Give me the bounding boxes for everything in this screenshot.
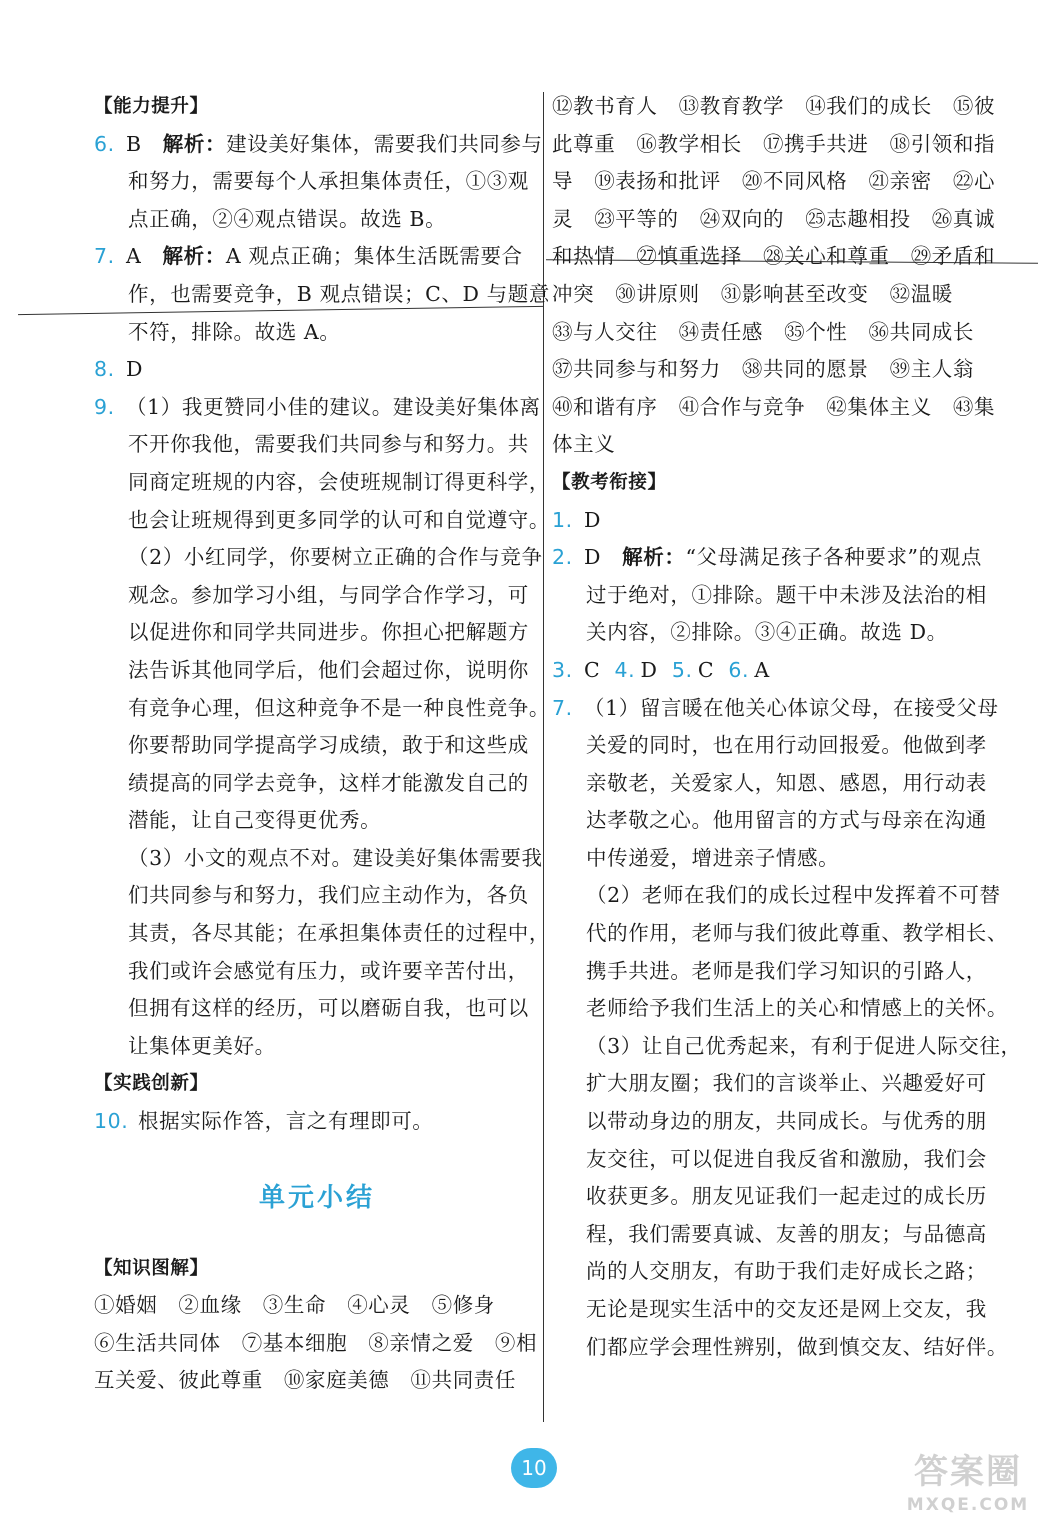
knowledge-line: 和热情 ㉗慎重选择 ㉘关心和尊重 ㉙矛盾和	[552, 244, 996, 269]
section-heading-exam: 【教考衔接】	[552, 471, 667, 493]
watermark-title: 答案圈	[914, 1452, 1022, 1492]
exam-answer-7-line: 们都应学会理性辨别，做到慎交友、结好伴。	[586, 1334, 1008, 1359]
exam-answer-2: 2. D 解析：“父母满足孩子各种要求”的观点	[552, 545, 982, 570]
answer-9-line: 以促进你和同学共同进步。你担心把解题方	[128, 620, 529, 645]
knowledge-line: 冲突 ㉚讲原则 ㉛影响甚至改变 ㉜温暖	[552, 281, 953, 306]
exam-answer-7-line: 收获更多。朋友见证我们一起走过的成长历	[586, 1184, 987, 1209]
knowledge-line: ⑫教书育人 ⑬教育教学 ⑭我们的成长 ⑮彼	[552, 94, 996, 118]
answer-9-line: （2）小红同学，你要树立正确的合作与竞争	[128, 545, 543, 570]
exam-answer-7-line: 携手共进。老师是我们学习知识的引路人，	[586, 958, 987, 983]
page-number-badge: 10	[511, 1448, 557, 1488]
answer-9-line: 但拥有这样的经历，可以磨砺自我，也可以	[128, 996, 529, 1021]
exam-answers-3-6: 3. C 4. D 5. C 6. A	[552, 657, 770, 682]
answer-7-line: 作，也需要竞争，B 观点错误；C、D 与题意	[128, 281, 550, 306]
answer-9-line: 有竞争心理，但这种竞争不是一种良性竞争。	[128, 695, 550, 720]
section-heading-knowledge: 【知识图解】	[94, 1257, 209, 1279]
knowledge-line: 灵 ㉓平等的 ㉔双向的 ㉕志趣相投 ㉖真诚	[552, 206, 996, 231]
exam-answer-7-line: 无论是现实生活中的交友还是网上交友，我	[586, 1297, 987, 1321]
answer-9-line: 绩提高的同学去竞争，这样才能激发自己的	[128, 770, 529, 795]
knowledge-line: 导 ⑲表扬和批评 ⑳不同风格 ㉑亲密 ㉒心	[552, 169, 996, 194]
exam-answer-7-line: 友交往，可以促进自我反省和激励，我们会	[586, 1146, 987, 1171]
exam-answer-7-line: 扩大朋友圈；我们的言谈举止、兴趣爱好可	[586, 1071, 987, 1096]
answer-9-line: 其责，各尽其能；在承担集体责任的过程中，	[128, 921, 550, 946]
answer-9-line: 法告诉其他同学后，他们会超过你，说明你	[128, 657, 529, 682]
exam-answer-2-line: 过于绝对，①排除。题干中未涉及法治的相	[586, 582, 987, 607]
answer-9-line: 观念。参加学习小组，与同学合作学习，可	[128, 582, 529, 607]
answer-9-line: 同商定班规的内容，会使班规制订得更科学，	[128, 469, 550, 494]
knowledge-line: 此尊重 ⑯教学相长 ⑰携手共进 ⑱引领和指	[552, 131, 996, 156]
answer-9-line: 也会让班规得到更多同学的认可和自觉遵守。	[128, 507, 550, 532]
exam-answer-7-line: 程，我们需要真诚、友善的朋友；与品德高	[586, 1221, 987, 1246]
exam-answer-7-line: 尚的人交朋友，有助于我们走好成长之路；	[586, 1259, 987, 1284]
exam-answer-7-line: 达孝敬之心。他用留言的方式与母亲在沟通	[586, 808, 987, 833]
exam-answer-2-line: 关内容，②排除。③④正确。故选 D。	[586, 620, 948, 645]
answer-9-line: 让集体更美好。	[128, 1033, 276, 1058]
answer-8: 8. D	[94, 357, 144, 382]
knowledge-line: ①婚姻 ②血缘 ③生命 ④心灵 ⑤修身	[94, 1293, 495, 1318]
answer-7: 7. A 解析：A 观点正确；集体生活既需要合	[94, 244, 523, 269]
answer-9-line: 们共同参与和努力，我们应主动作为，各负	[128, 883, 529, 908]
answer-9-line: 我们或许会感觉有压力，或许要辛苦付出，	[128, 958, 529, 983]
answer-9: 9. （1）我更赞同小佳的建议。建设美好集体离	[94, 394, 541, 419]
answer-6-line: 点正确，②④观点错误。故选 B。	[128, 206, 447, 231]
left-column	[94, 88, 550, 1400]
watermark-logo	[893, 1452, 1043, 1532]
answer-6: 6. B 解析：建设美好集体，需要我们共同参与	[94, 131, 543, 156]
answer-9-line: （3）小文的观点不对。建设美好集体需要我	[128, 845, 543, 870]
knowledge-line: 体主义	[552, 432, 616, 457]
exam-answer-7-line: （2）老师在我们的成长过程中发挥着不可替	[586, 883, 1001, 908]
unit-summary-heading: 单元小结	[258, 1182, 375, 1213]
answer-7-line: 不符，排除。故选 A。	[128, 319, 341, 344]
exam-answer-7: 7. （1）留言暖在他关心体谅父母，在接受父母	[552, 695, 999, 720]
exam-answer-7-line: 关爱的同时，也在用行动回报爱。他做到孝	[586, 733, 987, 758]
section-heading-ability: 【能力提升】	[94, 96, 209, 117]
answer-9-line: 不开你我他，需要我们共同参与和努力。共	[128, 432, 529, 457]
exam-answer-7-line: 亲敬老，关爱家人，知恩、感恩，用行动表	[586, 770, 987, 795]
exam-answer-1: 1. D	[552, 507, 602, 532]
knowledge-line: ㊲共同参与和努力 ㊳共同的愿景 ㊴主人翁	[552, 357, 974, 382]
answer-9-line: 潜能，让自己变得更优秀。	[128, 808, 382, 833]
right-column	[552, 88, 1022, 1366]
exam-answer-7-line: 代的作用，老师与我们彼此尊重、教学相长、	[586, 921, 1008, 946]
exam-answer-7-line: 中传递爱，增进亲子情感。	[586, 845, 840, 870]
watermark-url: MXQE.COM	[906, 1495, 1030, 1515]
answer-9-line: 你要帮助同学提高学习成绩，敢于和这些成	[128, 733, 529, 758]
answer-10: 10. 根据实际作答，言之有理即可。	[94, 1109, 434, 1134]
knowledge-line: ㉝与人交往 ㉞责任感 ㉟个性 ㊱共同成长	[552, 319, 974, 344]
exam-answer-7-line: 老师给予我们生活上的关心和情感上的关怀。	[586, 996, 1008, 1021]
answer-6-line: 和努力，需要每个人承担集体责任，①③观	[128, 169, 529, 194]
knowledge-line: ㊵和谐有序 ㊶合作与竞争 ㊷集体主义 ㊸集	[552, 394, 996, 419]
exam-answer-7-line: 以带动身边的朋友，共同成长。与优秀的朋	[586, 1109, 987, 1134]
knowledge-line: ⑥生活共同体 ⑦基本细胞 ⑧亲情之爱 ⑨相	[94, 1330, 538, 1355]
section-heading-practice: 【实践创新】	[94, 1073, 209, 1095]
exam-answer-7-line: （3）让自己优秀起来，有利于促进人际交往，	[586, 1033, 1022, 1058]
knowledge-line: 互关爱、彼此尊重 ⑩家庭美德 ⑪共同责任	[94, 1368, 516, 1393]
